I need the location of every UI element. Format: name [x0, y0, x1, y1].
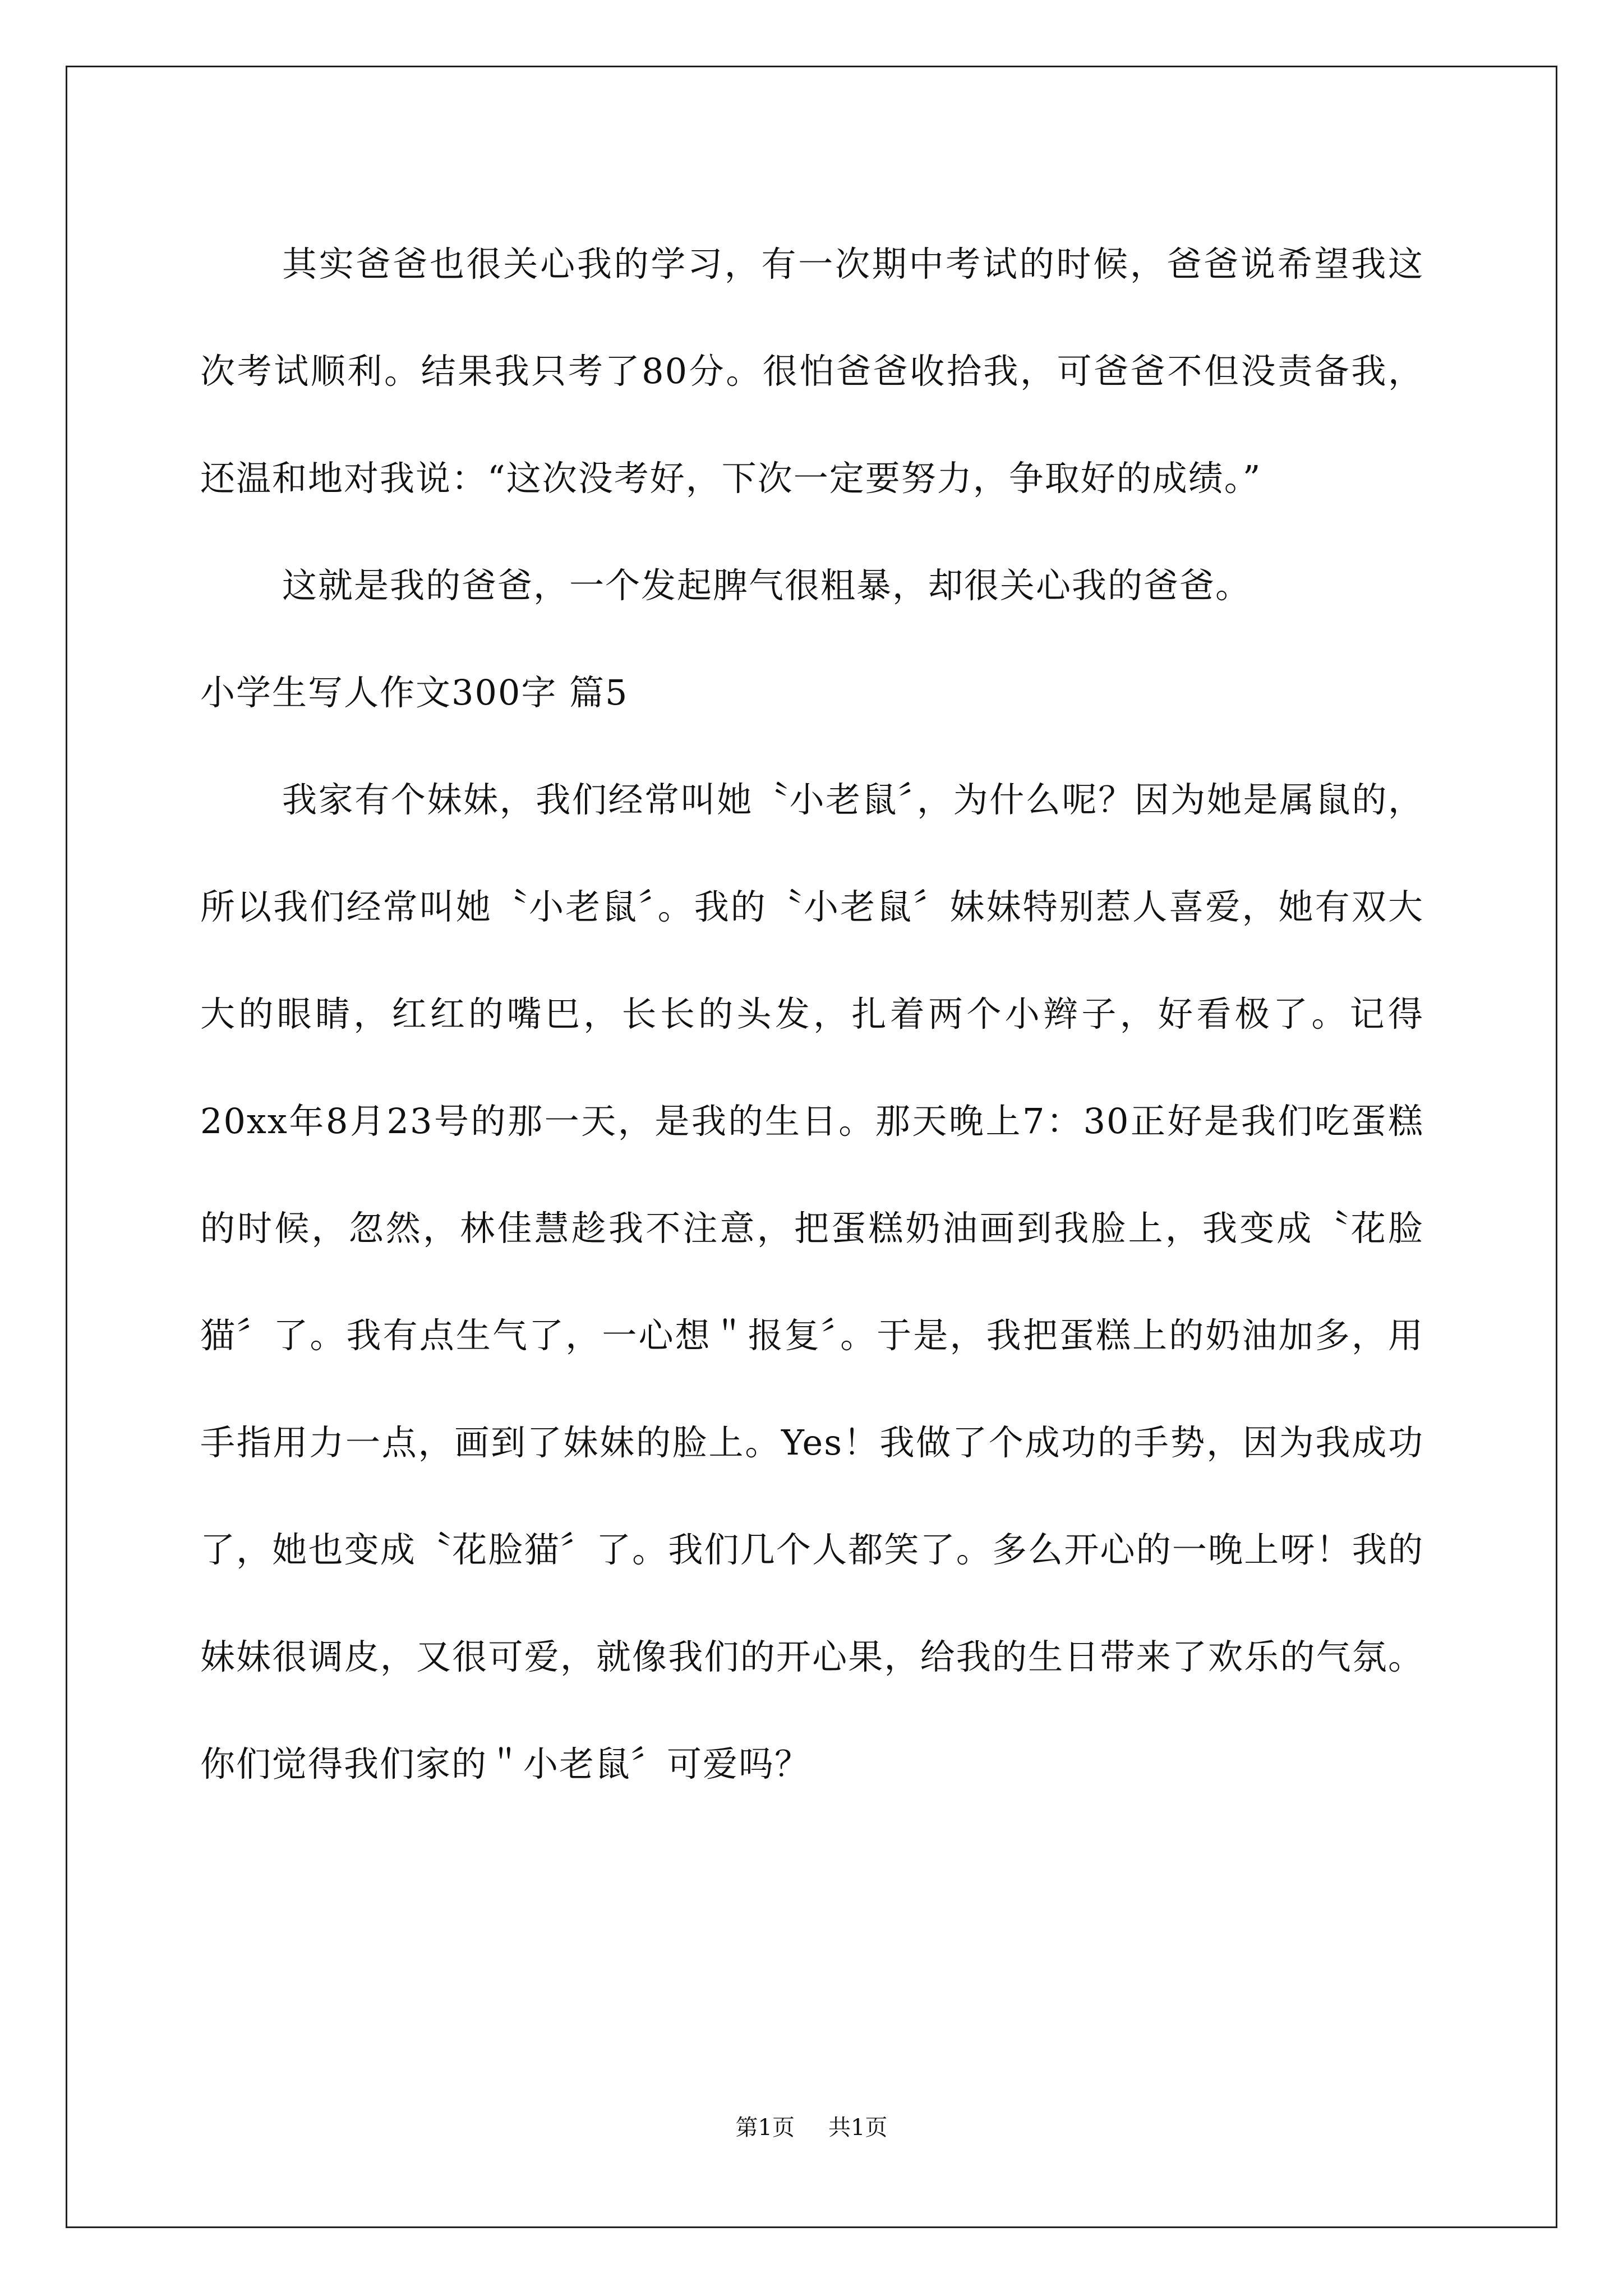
paragraph-father-study: 其实爸爸也很关心我的学习，有一次期中考试的时候，爸爸说希望我这次考试顺利。结果我只考了80分。很怕爸爸收拾我，可爸爸不但没责备我，还温和地对我说：“这次没考好，下次一定要努力，争取好的成绩。” [200, 243, 1424, 499]
page-number: 第1页 [735, 2115, 795, 2141]
document-body [200, 210, 1424, 1818]
paragraph-father-summary: 这就是我的爸爸，一个发起脾气很粗暴，却很关心我的爸爸。 [282, 565, 1252, 606]
paragraph-sister-story: 我家有个妹妹，我们经常叫她〝小老鼠〞，为什么呢？因为她是属鼠的，所以我们经常叫她〝小老鼠〞。我的〝小老鼠〞妹妹特别惹人喜爱，她有双大大的眼睛，红红的嘴巴，长长的头发，扎着两个小辫子，好看极了。记得20xx年8月23号的那一天，是我的生日。那天晚上7：30正好是我们吃蛋糕的时候，忽然，林佳慧趁我不注意，把蛋糕奶油画到我脸上，我变成〝花脸猫〞了。我有点生气了，一心想＂报复〞。于是，我把蛋糕上的奶油加多，用手指用力一点，画到了妹妹的脸上。Yes！我做了个成功的手势，因为我成功了，她也变成〝花脸猫〞了。我们几个人都笑了。多么开心的一晚上呀！我的妹妹很调皮，又很可爱，就像我们的开心果，给我的生日带来了欢乐的气氛。你们觉得我们家的＂小老鼠〞可爱吗？ [200, 779, 1424, 1784]
page-footer [0, 2111, 1623, 2145]
page-total: 共1页 [828, 2115, 888, 2141]
section-heading: 小学生写人作文300字 篇5 [200, 672, 629, 713]
